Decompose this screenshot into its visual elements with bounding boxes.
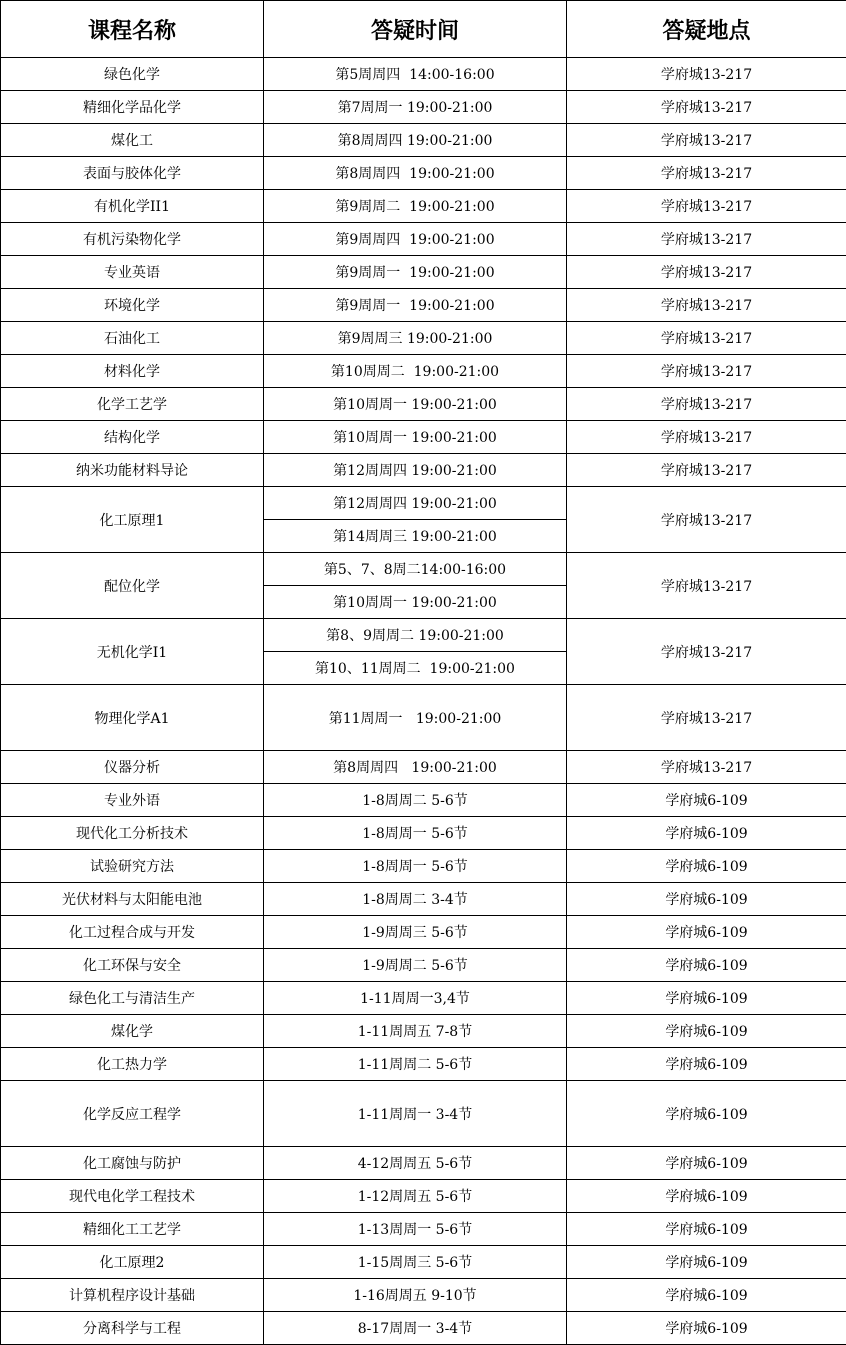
answer-time-cell: 4-12周周五 5-6节 (264, 1147, 567, 1180)
answer-time-cell: 第10周周一 19:00-21:00 (264, 388, 567, 421)
location-cell: 学府城6-109 (567, 1279, 846, 1312)
answer-time-cell: 第7周周一 19:00-21:00 (264, 91, 567, 124)
answer-time-cell: 1-15周周三 5-6节 (264, 1246, 567, 1279)
table-row (1, 784, 846, 817)
location-cell: 学府城6-109 (567, 1246, 846, 1279)
table-row (1, 1048, 846, 1081)
course-name-cell: 有机污染物化学 (1, 223, 264, 256)
answer-time-cell: 第10、11周周二 19:00-21:00 (264, 652, 567, 685)
answer-time-cell: 1-16周周五 9-10节 (264, 1279, 567, 1312)
answer-time-cell: 1-8周周一 5-6节 (264, 817, 567, 850)
course-name-cell: 现代电化学工程技术 (1, 1180, 264, 1213)
answer-time-cell: 1-11周周一 3-4节 (264, 1081, 567, 1147)
location-cell: 学府城6-109 (567, 916, 846, 949)
course-name-cell: 化学反应工程学 (1, 1081, 264, 1147)
answer-time-cell: 1-9周周三 5-6节 (264, 916, 567, 949)
table-row (1, 388, 846, 421)
table-row (1, 553, 846, 586)
header-course: 课程名称 (1, 1, 264, 58)
table-row (1, 1180, 846, 1213)
location-cell: 学府城6-109 (567, 949, 846, 982)
answer-time-cell: 1-8周周二 3-4节 (264, 883, 567, 916)
course-name-cell: 化工环保与安全 (1, 949, 264, 982)
location-cell: 学府城6-109 (567, 883, 846, 916)
location-cell: 学府城6-109 (567, 1147, 846, 1180)
answer-time-cell: 1-11周周二 5-6节 (264, 1048, 567, 1081)
answer-time-cell: 第14周周三 19:00-21:00 (264, 520, 567, 553)
table-row (1, 322, 846, 355)
table-row (1, 916, 846, 949)
course-name-cell: 仪器分析 (1, 751, 264, 784)
answer-time-cell: 第9周周三 19:00-21:00 (264, 322, 567, 355)
table-row (1, 91, 846, 124)
course-name-cell: 无机化学I1 (1, 619, 264, 685)
location-cell: 学府城13-217 (567, 190, 846, 223)
location-cell: 学府城13-217 (567, 421, 846, 454)
answer-time-cell: 第12周周四 19:00-21:00 (264, 454, 567, 487)
table-row (1, 1246, 846, 1279)
answer-time-cell: 第8周周四 19:00-21:00 (264, 751, 567, 784)
answer-time-cell: 1-9周周二 5-6节 (264, 949, 567, 982)
location-cell: 学府城13-217 (567, 124, 846, 157)
table-row (1, 685, 846, 751)
table-row (1, 949, 846, 982)
table-row (1, 619, 846, 652)
answer-time-cell: 第10周周二 19:00-21:00 (264, 355, 567, 388)
course-name-cell: 专业外语 (1, 784, 264, 817)
course-name-cell: 计算机程序设计基础 (1, 1279, 264, 1312)
answer-time-cell: 第9周周二 19:00-21:00 (264, 190, 567, 223)
table-row (1, 1312, 846, 1345)
table-row (1, 124, 846, 157)
course-name-cell: 现代化工分析技术 (1, 817, 264, 850)
table-row (1, 1213, 846, 1246)
location-cell: 学府城13-217 (567, 487, 846, 553)
course-name-cell: 专业英语 (1, 256, 264, 289)
table-row (1, 454, 846, 487)
location-cell: 学府城6-109 (567, 1015, 846, 1048)
answer-time-cell: 第5、7、8周二14:00-16:00 (264, 553, 567, 586)
course-name-cell: 结构化学 (1, 421, 264, 454)
table-row (1, 190, 846, 223)
header-time: 答疑时间 (264, 1, 567, 58)
course-name-cell: 绿色化工与清洁生产 (1, 982, 264, 1015)
table-row (1, 1147, 846, 1180)
answer-time-cell: 第5周周四 14:00-16:00 (264, 58, 567, 91)
course-name-cell: 光伏材料与太阳能电池 (1, 883, 264, 916)
location-cell: 学府城13-217 (567, 223, 846, 256)
table-row (1, 487, 846, 520)
location-cell: 学府城6-109 (567, 1048, 846, 1081)
location-cell: 学府城13-217 (567, 619, 846, 685)
answer-time-cell: 1-13周周一 5-6节 (264, 1213, 567, 1246)
course-name-cell: 试验研究方法 (1, 850, 264, 883)
course-name-cell: 化工原理1 (1, 487, 264, 553)
answer-time-cell: 第9周周一 19:00-21:00 (264, 289, 567, 322)
course-name-cell: 表面与胶体化学 (1, 157, 264, 190)
course-name-cell: 化工腐蚀与防护 (1, 1147, 264, 1180)
location-cell: 学府城13-217 (567, 388, 846, 421)
course-name-cell: 材料化学 (1, 355, 264, 388)
answer-time-cell: 第8、9周周二 19:00-21:00 (264, 619, 567, 652)
table-body (1, 58, 846, 1345)
answer-time-cell: 1-11周周一3,4节 (264, 982, 567, 1015)
table-row (1, 289, 846, 322)
answer-time-cell: 1-12周周五 5-6节 (264, 1180, 567, 1213)
location-cell: 学府城13-217 (567, 256, 846, 289)
answer-time-cell: 1-8周周一 5-6节 (264, 850, 567, 883)
course-name-cell: 精细化工工艺学 (1, 1213, 264, 1246)
location-cell: 学府城13-217 (567, 751, 846, 784)
location-cell: 学府城13-217 (567, 289, 846, 322)
location-cell: 学府城13-217 (567, 553, 846, 619)
table-row (1, 751, 846, 784)
course-name-cell: 物理化学A1 (1, 685, 264, 751)
table-row (1, 1081, 846, 1147)
location-cell: 学府城6-109 (567, 1312, 846, 1345)
header-row (1, 1, 846, 58)
location-cell: 学府城13-217 (567, 454, 846, 487)
location-cell: 学府城6-109 (567, 784, 846, 817)
answer-time-cell: 第9周周一 19:00-21:00 (264, 256, 567, 289)
course-name-cell: 环境化学 (1, 289, 264, 322)
course-name-cell: 纳米功能材料导论 (1, 454, 264, 487)
table-row (1, 256, 846, 289)
table-row (1, 1015, 846, 1048)
location-cell: 学府城13-217 (567, 91, 846, 124)
location-cell: 学府城13-217 (567, 157, 846, 190)
course-name-cell: 化工过程合成与开发 (1, 916, 264, 949)
answer-time-cell: 第9周周四 19:00-21:00 (264, 223, 567, 256)
table-row (1, 223, 846, 256)
location-cell: 学府城6-109 (567, 817, 846, 850)
location-cell: 学府城13-217 (567, 58, 846, 91)
course-name-cell: 配位化学 (1, 553, 264, 619)
course-name-cell: 分离科学与工程 (1, 1312, 264, 1345)
location-cell: 学府城6-109 (567, 1180, 846, 1213)
course-name-cell: 石油化工 (1, 322, 264, 355)
course-name-cell: 绿色化学 (1, 58, 264, 91)
table-row (1, 982, 846, 1015)
location-cell: 学府城6-109 (567, 1213, 846, 1246)
table-row (1, 850, 846, 883)
table-row (1, 421, 846, 454)
course-name-cell: 化工热力学 (1, 1048, 264, 1081)
course-name-cell: 化学工艺学 (1, 388, 264, 421)
course-name-cell: 煤化工 (1, 124, 264, 157)
header-location: 答疑地点 (567, 1, 846, 58)
course-name-cell: 化工原理2 (1, 1246, 264, 1279)
answer-time-cell: 第8周周四 19:00-21:00 (264, 157, 567, 190)
answer-time-cell: 8-17周周一 3-4节 (264, 1312, 567, 1345)
answer-time-cell: 第11周周一 19:00-21:00 (264, 685, 567, 751)
location-cell: 学府城6-109 (567, 982, 846, 1015)
answer-time-cell: 第10周周一 19:00-21:00 (264, 421, 567, 454)
course-name-cell: 有机化学II1 (1, 190, 264, 223)
table-row (1, 157, 846, 190)
course-name-cell: 精细化学品化学 (1, 91, 264, 124)
answer-time-cell: 1-11周周五 7-8节 (264, 1015, 567, 1048)
course-name-cell: 煤化学 (1, 1015, 264, 1048)
answer-time-cell: 1-8周周二 5-6节 (264, 784, 567, 817)
table-row (1, 58, 846, 91)
table-row (1, 817, 846, 850)
location-cell: 学府城6-109 (567, 1081, 846, 1147)
answer-time-cell: 第12周周四 19:00-21:00 (264, 487, 567, 520)
location-cell: 学府城13-217 (567, 322, 846, 355)
answer-time-cell: 第8周周四 19:00-21:00 (264, 124, 567, 157)
table-row (1, 355, 846, 388)
location-cell: 学府城13-217 (567, 355, 846, 388)
table-row (1, 1279, 846, 1312)
location-cell: 学府城6-109 (567, 850, 846, 883)
table-row (1, 883, 846, 916)
location-cell: 学府城13-217 (567, 685, 846, 751)
answer-time-cell: 第10周周一 19:00-21:00 (264, 586, 567, 619)
